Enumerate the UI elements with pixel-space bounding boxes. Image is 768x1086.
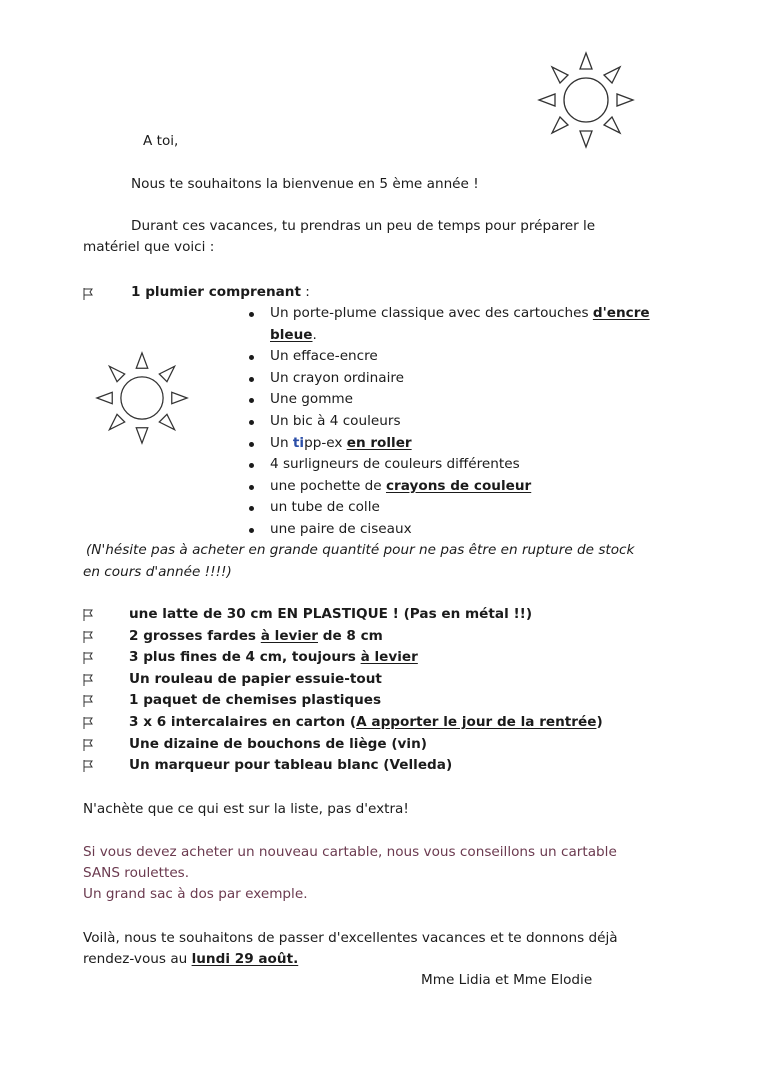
list-item xyxy=(247,325,650,347)
supply-text: Une dizaine de bouchons de liège (vin) xyxy=(129,735,427,752)
flag-bullet-icon xyxy=(82,738,94,752)
pencil-case-colon: : xyxy=(300,284,310,300)
item-text: Un xyxy=(270,434,293,451)
supply-text: 1 paquet de chemises plastiques xyxy=(129,692,382,709)
list-item xyxy=(247,476,650,498)
supply-text: 3 plus fines de 4 cm, toujours xyxy=(129,649,361,666)
item-text: une paire de ciseaux xyxy=(270,520,412,537)
supply-text: de 8 cm xyxy=(318,627,383,644)
bag-line-1: Si vous devez acheter un nouveau cartable, nous vous conseillons un cartable xyxy=(83,844,617,860)
flag-bullet-icon xyxy=(82,694,94,708)
intro-line-2: matériel que voici : xyxy=(83,239,215,255)
item-text: Un bic à 4 couleurs xyxy=(270,412,401,429)
bag-line-3: Un grand sac à dos par exemple. xyxy=(83,886,308,902)
bag-line-2: SANS roulettes. xyxy=(83,865,190,881)
pencil-case-label: 1 plumier comprenant xyxy=(131,284,301,300)
welcome-line: Nous te souhaitons la bienvenue en 5 ème année ! xyxy=(131,176,479,192)
list-item xyxy=(247,411,650,433)
item-text: une pochette de xyxy=(270,477,386,494)
list-only-note: N'achète que ce qui est sur la liste, pas d'extra! xyxy=(83,801,409,817)
flag-bullet-icon xyxy=(82,651,94,665)
list-item xyxy=(247,368,650,390)
greeting: A toi, xyxy=(143,133,179,149)
item-text: Une gomme xyxy=(270,391,354,408)
flag-bullet-icon xyxy=(82,673,94,687)
item-emphasis: crayons de couleur xyxy=(385,477,532,494)
item-text: 4 surligneurs de couleurs différentes xyxy=(270,456,520,473)
supply-emphasis: à levier xyxy=(360,649,418,666)
pencil-case-items xyxy=(247,303,650,541)
item-text: pp-ex xyxy=(304,434,347,451)
item-text: . xyxy=(312,326,317,343)
note-line-1: (N'hésite pas à acheter en grande quantité pour ne pas être en rupture de stock xyxy=(86,542,635,558)
supply-text: Un rouleau de papier essuie-tout xyxy=(129,670,382,687)
flag-bullet-icon xyxy=(82,716,94,730)
closing-text: rendez-vous au xyxy=(83,951,192,967)
supply-text: Un marqueur pour tableau blanc (Velleda) xyxy=(129,757,453,774)
sun-icon xyxy=(535,50,637,150)
item-emphasis: en roller xyxy=(346,434,412,451)
flag-bullet-icon xyxy=(82,630,94,644)
item-tip: ti xyxy=(292,434,305,451)
supply-text: 2 grosses fardes xyxy=(129,627,261,644)
item-text: un tube de colle xyxy=(270,499,380,516)
flag-bullet-icon xyxy=(82,287,94,301)
item-emphasis: bleue xyxy=(270,326,313,343)
item-text: Un porte-plume classique avec des cartouches xyxy=(270,305,593,321)
list-item xyxy=(247,303,650,325)
flag-bullet-icon xyxy=(82,759,94,773)
supply-text: 3 x 6 intercalaires en carton ( xyxy=(129,713,357,730)
list-item xyxy=(247,389,650,411)
list-item xyxy=(247,497,650,519)
return-date: lundi 29 août. xyxy=(191,951,299,967)
closing-line-1: Voilà, nous te souhaitons de passer d'excellentes vacances et te donnons déjà xyxy=(83,930,618,946)
intro-line-1: Durant ces vacances, tu prendras un peu de temps pour préparer le xyxy=(131,218,596,234)
sun-icon xyxy=(93,350,191,446)
list-item xyxy=(247,346,650,368)
flag-bullet-icon xyxy=(82,608,94,622)
supply-text: ) xyxy=(596,713,603,730)
note-line-2: en cours d'année !!!!) xyxy=(83,564,232,580)
item-text: Un crayon ordinaire xyxy=(270,369,405,386)
pencil-case-heading xyxy=(131,284,310,300)
closing-line-2 xyxy=(83,951,298,967)
supply-emphasis: A apporter le jour de la rentrée xyxy=(356,713,597,730)
item-text: Un efface-encre xyxy=(270,348,378,365)
supply-text: une latte de 30 cm EN PLASTIQUE ! (Pas en métal !!) xyxy=(129,606,533,622)
signature: Mme Lidia et Mme Elodie xyxy=(421,972,593,988)
list-item xyxy=(247,454,650,476)
list-item xyxy=(247,519,650,541)
supply-emphasis: à levier xyxy=(260,627,318,644)
item-emphasis: d'encre xyxy=(592,305,650,321)
list-item xyxy=(247,433,650,455)
